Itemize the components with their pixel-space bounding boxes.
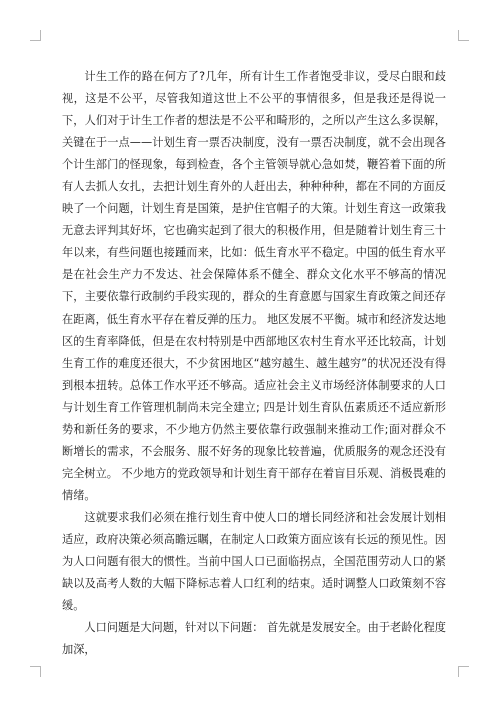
crop-mark-top-right [458,30,469,41]
crop-mark-top-left [30,30,41,41]
paragraph-2: 这就要求我们必须在推行划生育中使人口的增长同经济和社会发展计划相适应，政府决策必须高瞻远瞩，在制定人口政策方面应该有长远的预见性。因为人口问题有很大的惯性。当前中国人口已面临拐点，全国范围劳动人口的紧缺以及高考人数的大幅下降标志着人口红利的结束。适时调整人口政策刻不容缓。 [62,510,446,613]
crop-mark-bottom-right [458,666,469,677]
paragraph-1: 计生工作的路在何方了?几年，所有计生工作者饱受非议，受尽白眼和歧视，这是不公平，尽管我知道这世上不公平的事情很多，但是我还是得说一下，人们对于计生工作者的想法是不公平和畸形的，之所以产生这么多误解，关键在于一点——计划生育一票否决制度，没有一票否决制度，就不会出现各个计生部门的怪现象，每到检查，各个主管领导就心急如焚，鞭笞着下面的所有人去抓人女扎，去把计划生育外的人赶出去，种种种种，都在不同的方面反映了一个问题，计划生育是国策，是护住官帽子的大策。计划生育这一政策我无意去评判其好坏，它也确实起到了很大的积极作用，但是随着计划生育三十年以来，有些问题也接踵而来，比如：低生育水平不稳定。中国的低生育水平是在社会生产力不发达、社会保障体系不健全、群众文化水平不够高的情况下，主要依靠行政制约手段实现的，群众的生育意愿与国家生育政策之间还存在距离，低生育水平存在着反弹的压力。 地区发展不平衡。城市和经济发达地区的生育率降低，但是在农村特别是中西部地区农村生育水平还比较高，计划生育工作的难度还很大，不少贫困地区“越穷越生、越生越穷”的状况还没有得到根本扭转。总体工作水平还不够高。适应社会主义市场经济体制要求的人口与计划生育工作管理机制尚未完全建立; 四是计划生育队伍素质还不适应新形势和新任务的要求，不少地方仍然主要依靠行政强制来推动工作;面对群众不断增长的需求，不会服务、服不好务的现象比较普遍，优质服务的观念还没有完全树立。 不少地方的党政领导和计划生育干部存在着盲目乐观、消极畏难的情绪。 [62,70,446,502]
paragraph-3: 人口问题是大问题，针对以下问题： 首先就是发展安全。由于老龄化程度加深， [62,621,446,657]
document-body [62,66,446,661]
crop-mark-bottom-left [30,666,41,677]
